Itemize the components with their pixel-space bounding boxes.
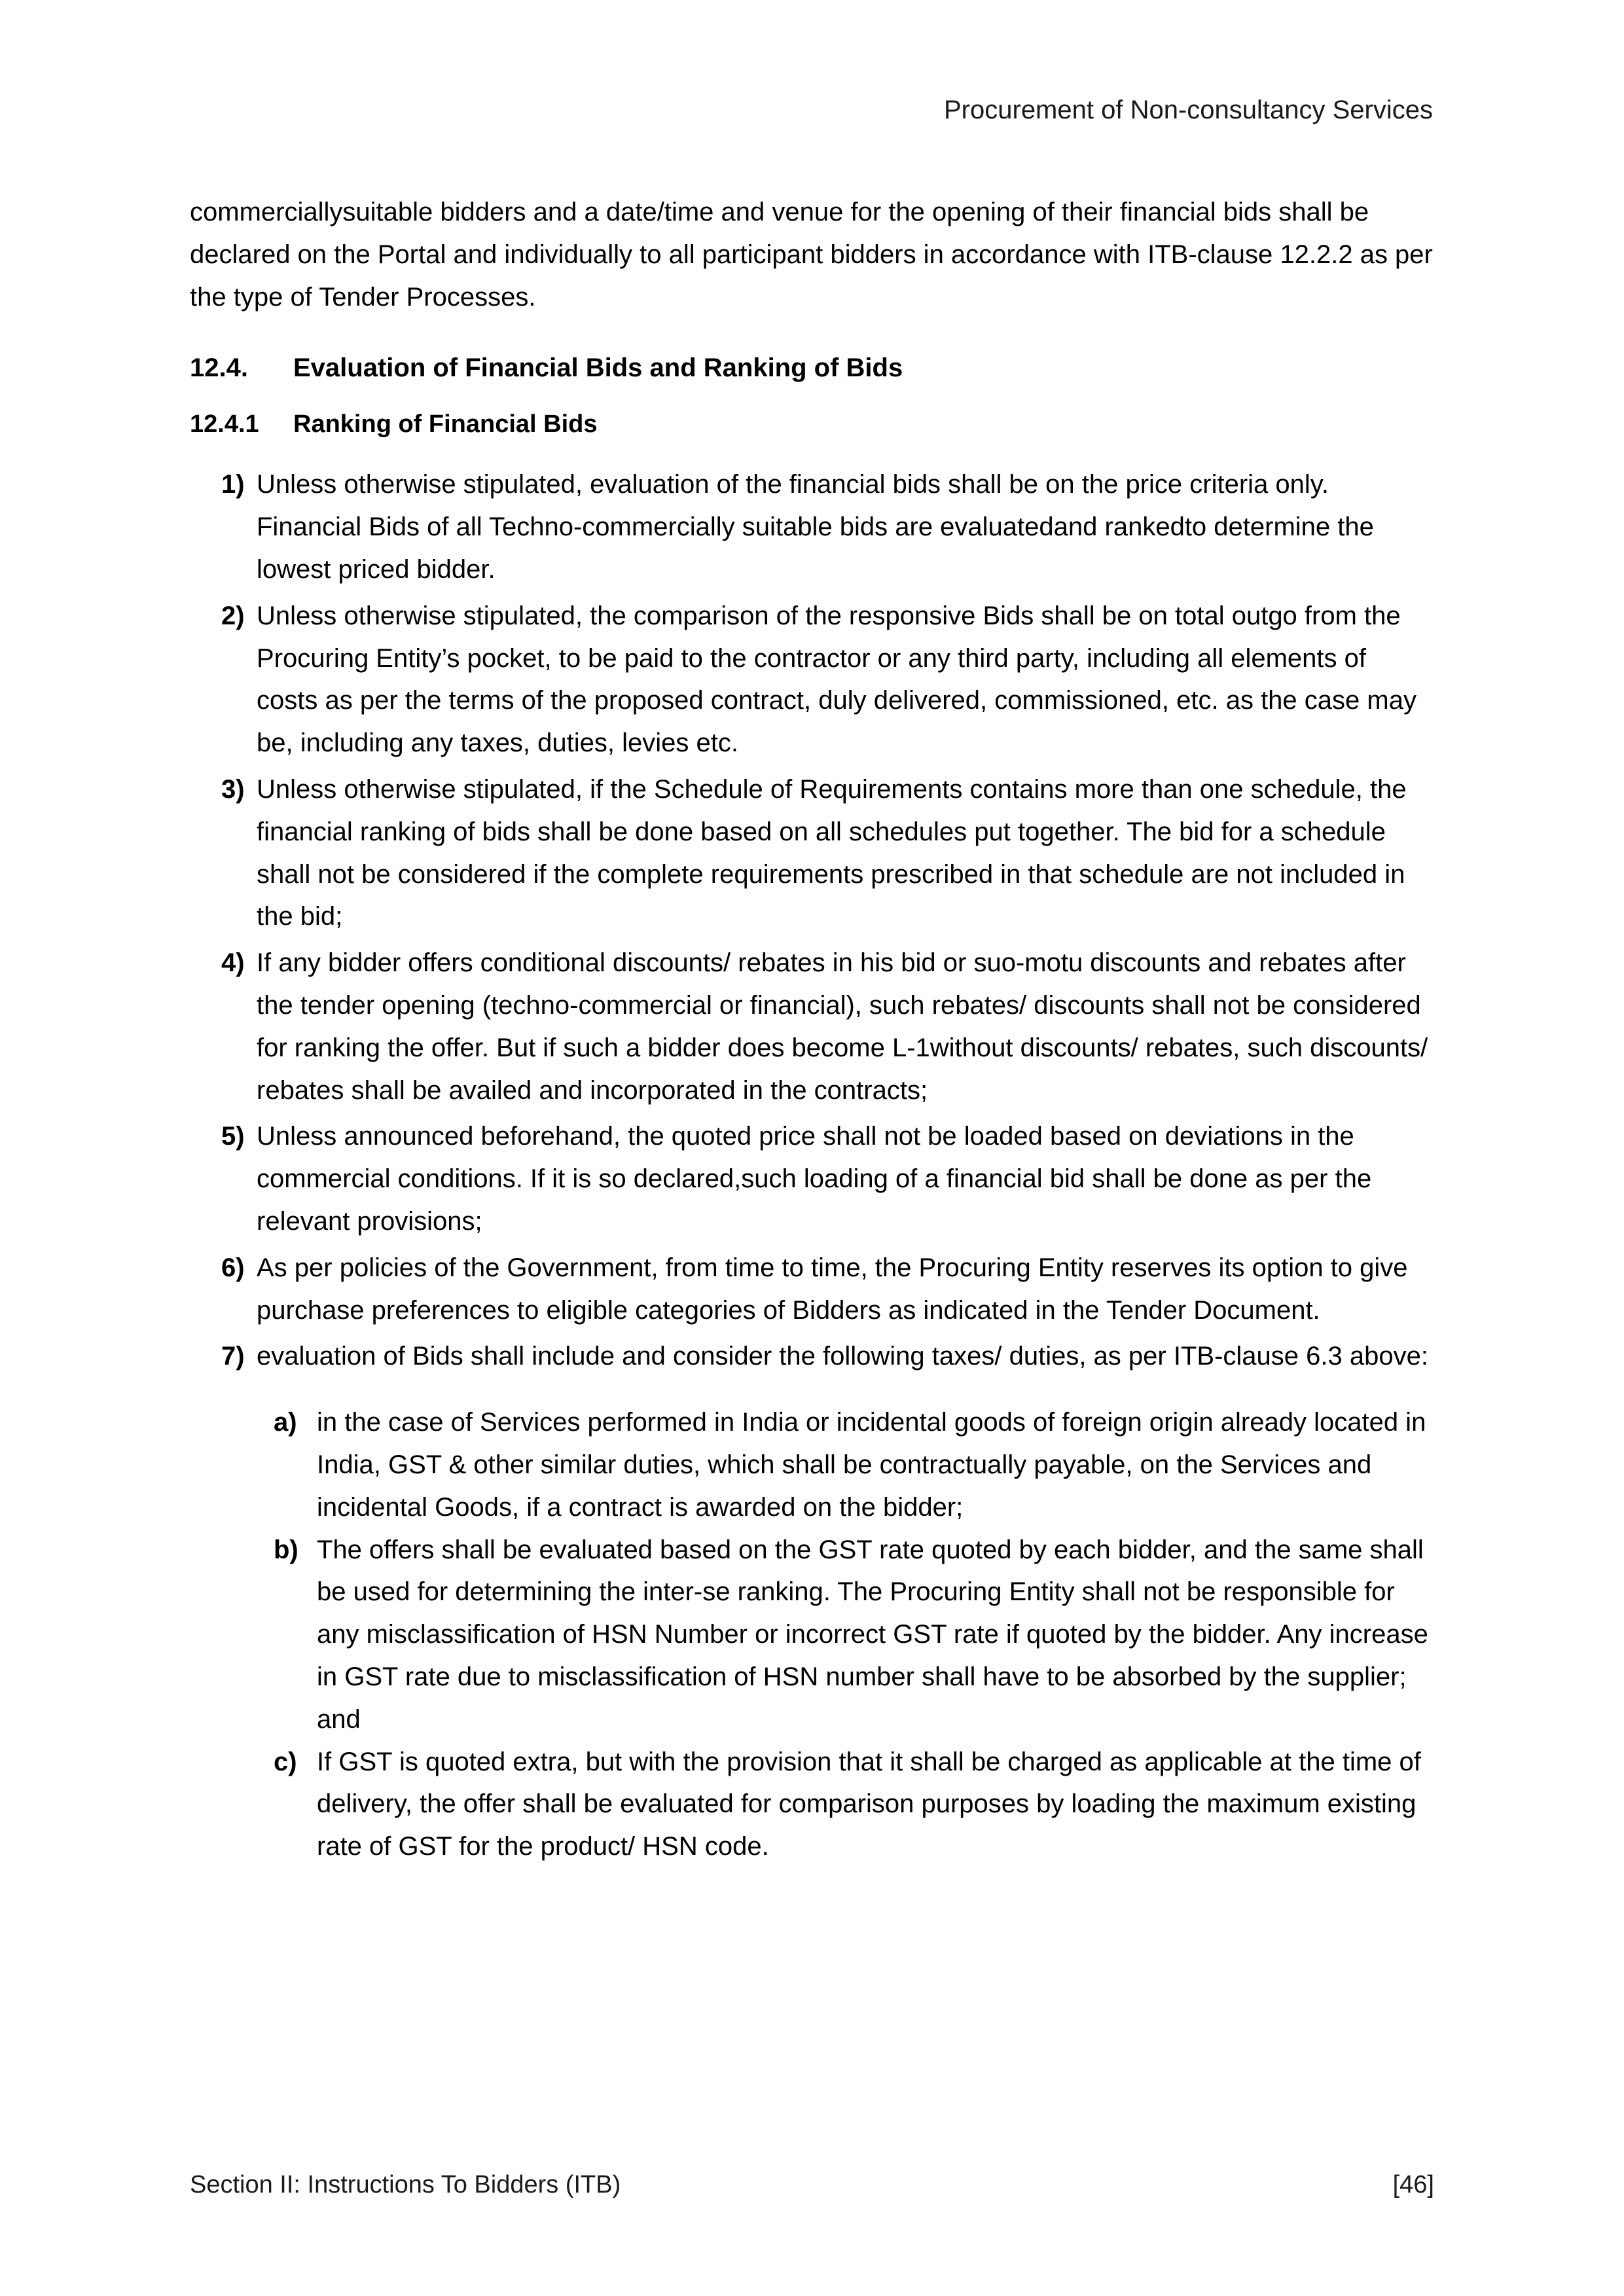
list-marker: 2) xyxy=(221,601,245,630)
list-item xyxy=(190,1247,1434,1332)
list-marker: 4) xyxy=(221,948,245,978)
list-marker: 7) xyxy=(221,1342,245,1371)
sublist-marker: b) xyxy=(274,1535,298,1564)
list-text: As per policies of the Government, from time to time, the Procuring Entity reserves its option to give purchase preferences to eligible categories of Bidders as indicated in the Tender Document. xyxy=(257,1253,1408,1325)
list-item xyxy=(190,942,1434,1111)
list-text: Unless otherwise stipulated, if the Schedule of Requirements contains more than one schedule, the financial ranking of bids shall be done based on all schedules put together. The bid for a schedule shall not be considered if the complete requirements prescribed in that schedule are not included in the bid; xyxy=(257,774,1407,931)
footer-section-label: Section II: Instructions To Bidders (ITB) xyxy=(190,2171,621,2198)
ranking-list xyxy=(190,463,1434,1378)
sublist-marker: a) xyxy=(274,1408,297,1437)
sublist-item xyxy=(190,1529,1434,1741)
page-number: [46] xyxy=(1392,2171,1434,2198)
list-item xyxy=(190,1115,1434,1242)
list-item xyxy=(190,463,1434,590)
intro-paragraph: commerciallysuitable bidders and a date/time and venue for the opening of their financial bids shall be declared on the Portal and individually to all participant bidders in accordance with ITB-clause 12.2.2 as per the type of Tender Processes. xyxy=(190,198,1433,312)
sublist-text: If GST is quoted extra, but with the provision that it shall be charged as applicable at the time of delivery, the offer shall be evaluated for comparison purposes by loading the maximum existing rate of GST for the product/ HSN code. xyxy=(317,1747,1421,1861)
list-text: Unless announced beforehand, the quoted price shall not be loaded based on deviations in the commercial conditions. If it is so declared,such loading of a financial bid shall be done as per the relevant provisions; xyxy=(257,1122,1372,1236)
sublist-item xyxy=(190,1741,1434,1868)
list-marker: 5) xyxy=(221,1122,245,1151)
sublist-text: in the case of Services performed in India or incidental goods of foreign origin already located in India, GST & other similar duties, which shall be contractually payable, on the Services and incidental Goods, if a contract is awarded on the bidder; xyxy=(317,1408,1426,1522)
subsection-number: 12.4.1 xyxy=(190,410,259,439)
sublist-marker: c) xyxy=(274,1747,297,1776)
list-marker: 3) xyxy=(221,774,245,804)
list-text: If any bidder offers conditional discounts/ rebates in his bid or suo-motu discounts and rebates after the tender opening (techno-commercial or financial), such rebates/ discounts shall not be considered for ranking the offer. But if such a bidder does become L-1without discounts/ rebates, such discounts/ rebates shall be availed and incorporated in the contracts; xyxy=(257,948,1428,1105)
list-item xyxy=(190,595,1434,764)
list-text: Unless otherwise stipulated, the comparison of the responsive Bids shall be on total outgo from the Procuring Entity’s pocket, to be paid to the contractor or any third party, including all elements of costs as per the terms of the proposed contract, duly delivered, commissioned, etc. as the case may be, including any taxes, duties, levies etc. xyxy=(257,601,1416,758)
page-footer xyxy=(190,2171,1434,2199)
section-number: 12.4. xyxy=(190,353,248,383)
list-text: Unless otherwise stipulated, evaluation of the financial bids shall be on the price criteria only. Financial Bids of all Techno-commercially suitable bids are evaluatedand rankedto determine the lowest priced bidder. xyxy=(257,470,1374,584)
sublist-text: The offers shall be evaluated based on the GST rate quoted by each bidder, and the same shall be used for determining the inter-se ranking. The Procuring Entity shall not be responsible for any misclassification of HSN Number or incorrect GST rate if quoted by the bidder. Any increase in GST rate due to misclassification of HSN number shall have to be absorbed by the supplier; and xyxy=(317,1535,1428,1734)
list-item xyxy=(190,768,1434,938)
list-marker: 6) xyxy=(221,1253,245,1282)
section-heading xyxy=(190,353,1434,383)
list-item xyxy=(190,1335,1434,1378)
sublist-item xyxy=(190,1401,1434,1528)
page-header: Procurement of Non-consultancy Services xyxy=(944,96,1433,124)
list-text: evaluation of Bids shall include and consider the following taxes/ duties, as per ITB-clause 6.3 above: xyxy=(257,1342,1428,1371)
subsection-title: Ranking of Financial Bids xyxy=(293,410,598,439)
subsection-heading xyxy=(190,410,1434,439)
page-content xyxy=(190,92,1434,1868)
taxes-sublist xyxy=(190,1401,1434,1868)
section-title: Evaluation of Financial Bids and Ranking of Bids xyxy=(293,353,903,383)
list-marker: 1) xyxy=(221,470,245,499)
